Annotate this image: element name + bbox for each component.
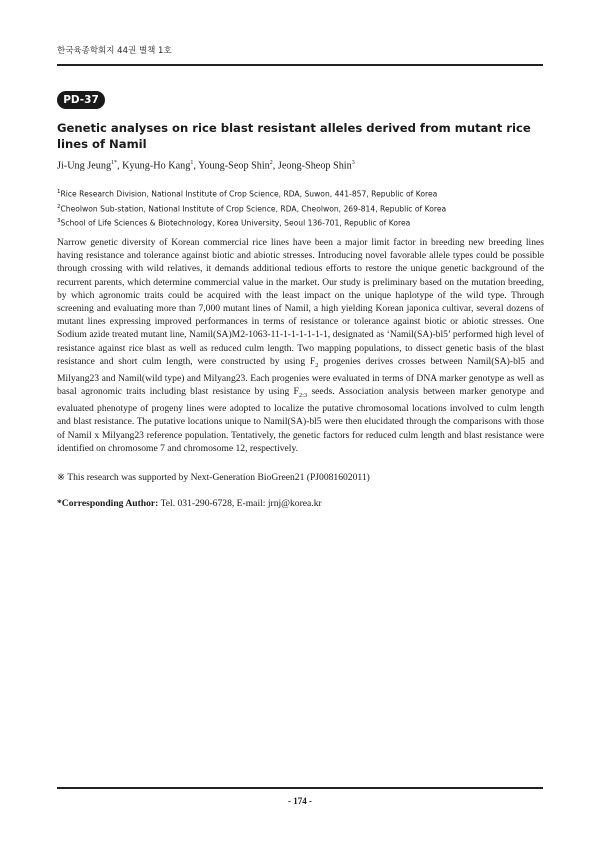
affiliation-item: $^2$Cheolwon Sub-station, National Institute of Crop Science, RDA, Cheolwon, 269-814, Republic of Korea <box>57 203 447 214</box>
author-name: Young-Seop Shin <box>198 160 270 172</box>
poster-id-badge: PD-37 <box>57 91 105 109</box>
corresponding-contact: Tel. 031-290-6728, E-mail: jrnj@korea.kr <box>158 498 322 509</box>
author-affil-mark: 1* <box>111 160 118 166</box>
corresponding-author <box>57 498 547 509</box>
author-affil-mark: 3 <box>351 160 355 166</box>
author-list: Ji-Ung Jeung$^{1*}$, Kyung-Ho Kang$^1$, Young-Seop Shin$^2$, Jeong-Sheop Shin$^3$ <box>57 160 355 172</box>
abstract-body: Narrow genetic diversity of Korean commercial rice lines have been a major limit factor in breeding new breeding lines having resistance and tolerance against biotic and abiotic stresses. Introducing novel favorable allele types could be possible through crossing with wild relatives, it demands additional tedious efforts to restore the unique genetic background of the recurrent parents, which determine commercial value in the market. Our study is preliminary based on the mutation breeding, by which agronomic traits could be acquired with the least impact on the unique haplotype of the wild type. Through screening and evaluating more than 7,000 mutant lines of Namil, a high yielding Korean japonica cultivar, several dozens of mutant lines expressing improved performances in terms of resistance or tolerance against biotic or abiotic stresses. One Sodium azide treated mutant line, Namil(SA)M2-1063-11-1-1-1-1-1-1, designated as ‘Namil(SA)-bl5’ performed high level of resistance against rice blast as well as reduced culm length. Two mapping populations, to dissect genetic basis of the blast resistance and short culm length, were constructed by using $F_2$ progenies derives crosses between Namil(SA)-bl5 and Milyang23 and Namil(wild type) and Milyang23. Each progenies were evaluated in terms of DNA marker genotype as well as basal agronomic traits including blast resistance by using $F_{2:3}$ seeds. Association analysis between marker genotype and evaluated phenotype of progeny lines were adopted to localize the putative chromosomal locations involved to culm length and blast resistance. The putative locations unique to Namil(SA)-bl5 were then elucidated through the comparisons with those of Namil x Milyang23 reference population. Tentatively, the genetic factors for reduced culm length and blast resistance were identified on chromosome 7 and chromosome 12, respectively. <box>57 237 544 454</box>
affiliation-list <box>57 186 547 230</box>
paper-title: Genetic analyses on rice blast resistant alleles derived from mutant rice lines of Namil <box>57 121 531 151</box>
corresponding-label: *Corresponding Author: <box>57 498 159 509</box>
author-affil-mark: 2 <box>269 160 273 166</box>
journal-header: 한국육종학회지 44권 별책 1호 <box>57 46 172 56</box>
affiliation-item: $^3$School of Life Sciences & Biotechnology, Korea University, Seoul 136-701, Republic of Korea <box>57 218 411 228</box>
author-name: Ji-Ung Jeung <box>57 160 112 172</box>
affiliation-item: $^1$Rice Research Division, National Institute of Crop Science, RDA, Suwon, 441-857, Republic of Korea <box>57 189 438 199</box>
funding-acknowledgement: ※ This research was supported by Next-Generation BioGreen21 (PJ0081602011) <box>57 472 370 483</box>
author-name: Kyung-Ho Kang <box>122 160 191 172</box>
footer-rule <box>57 787 543 789</box>
author-affil-mark: 1 <box>190 160 194 166</box>
header-rule <box>57 64 543 66</box>
page-number: - 174 - <box>288 796 312 806</box>
author-name: Jeong-Sheop Shin <box>277 160 352 172</box>
